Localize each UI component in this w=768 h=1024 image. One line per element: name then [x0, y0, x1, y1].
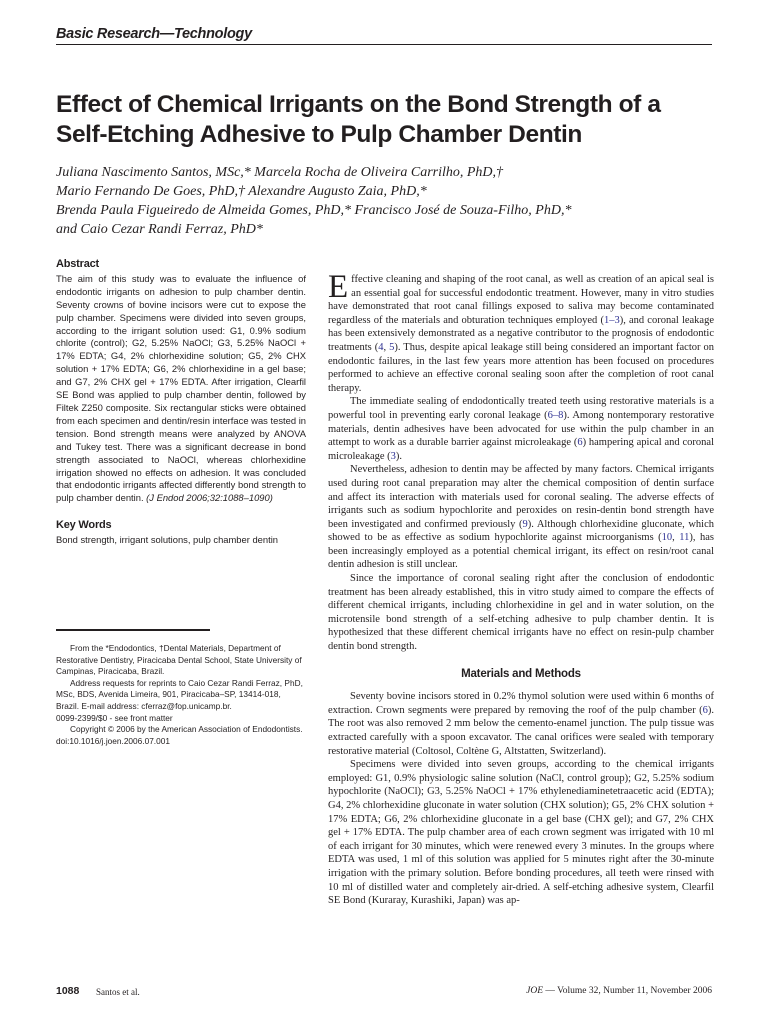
methods-paragraph-1 [328, 690, 714, 758]
keywords-body: Bond strength, irrigant solutions, pulp chamber dentin [56, 534, 279, 546]
intro-paragraph-2 [328, 395, 714, 463]
running-author: Santos et al. [96, 987, 140, 997]
article-title [56, 90, 716, 150]
abstract-heading: Abstract [56, 258, 100, 270]
section-header: Basic Research—Technology [56, 26, 252, 42]
reference-link[interactable]: 4 [378, 341, 384, 353]
intro-paragraph-3 [328, 463, 714, 572]
reference-link[interactable]: 10 [661, 532, 673, 544]
intro-p1-text-b: ), and coronal leakage has been extensively demonstrated as a negative contributor to the prognosis of endodontic treatments ( [328, 314, 715, 353]
reference-link[interactable]: 1–3 [603, 314, 620, 326]
intro-p3-separator: , [672, 532, 680, 544]
intro-p3-text-a: Nevertheless, adhesion to dentin may be affected by many factors. Chemical irrigants used during root canal preparation may alter the chemical composition of dentin surface and affect its interaction with materials used for coronal sealing. The adverse effects of irrigants such as sodium hypochlorite and peroxides on resin-dentin bond strength have been investigated and confirmed previously ( [328, 464, 714, 530]
drop-cap: E [328, 269, 349, 305]
journal-name: JOE [526, 986, 544, 996]
intro-p1-text-c: ). Thus, despite apical leakage still being considered an important factor on endodontic failures, in the last few years more attention has been focused on procedures performed to achieve an effective coronal sealing soon after the completion of root canal therapy. [328, 341, 714, 394]
author-line-3: Brenda Paula Figueiredo de Almeida Gomes, PhD,* Francisco José de Souza-Filho, PhD,* [56, 203, 572, 218]
intro-p2-text-a: The immediate sealing of endodontically treated teeth using restorative materials is a powerful tool in preventing early coronal leakage ( [328, 396, 714, 421]
reference-link[interactable]: 11 [679, 532, 690, 544]
abstract-body [56, 273, 306, 505]
footnote-rule [56, 629, 210, 631]
reference-link[interactable]: 3 [390, 450, 396, 462]
journal-info [526, 986, 712, 996]
journal-issue: — Volume 32, Number 11, November 2006 [543, 986, 712, 996]
methods-p1-text-a: Seventy bovine incisors stored in 0.2% thymol solution were used within 6 months of extraction. Crown segments were prepared by removing the roof of the pulp chamber ( [328, 691, 714, 716]
page-number: 1088 [56, 985, 80, 997]
header-rule [56, 44, 712, 45]
intro-p2-text-c: ) hampering apical and coronal microleakage ( [328, 437, 714, 462]
reference-link[interactable]: 6–8 [547, 409, 564, 421]
footnotes [56, 643, 306, 747]
right-column [328, 269, 715, 908]
intro-p3-text-b: ). Although chlorhexidine gluconate, which showed to be as effective as sodium hypochlorite against microorganisms ( [328, 518, 714, 544]
methods-heading: Materials and Methods [461, 667, 581, 680]
methods-paragraph-2: Specimens were divided into seven groups, according to the chemical irrigants employed: G1, 0.9% physiologic saline solution (NaCl, control group); G2, 5.25% sodium hypochlorite (NaOCl); G3, 5.25% NaOCl + 17% ethylenediaminetetraacetic acid (EDTA); G4, 2% chlorhexidine gluconate in water solution (CHX solution); G5, 2% CHX solution + 17% EDTA; G6, 2% chlorhexidine gluconate in a gel base (CHX gel); and G7, 2% CHX gel + 17% EDTA. The pulp chamber area of each crown segment was irrigated with 10 ml of each irrigant for 30 minutes, which were renewed every 3 minutes. In the groups where EDTA was used, 1 ml of this solution was applied for 5 minutes right after the 30-minute irrigation with the primary solution. Before bonding procedures, all teeth were rinsed with 10 ml of distilled water and completely air-dried. A self-etching adhesive system, Clearfil SE Bond (Kuraray, Kurashiki, Japan) was ap- [328, 759, 714, 907]
footnote-affiliation: From the *Endodontics, †Dental Materials, Department of Restorative Dentistry, Piracicaba Dental School, State University of Campinas, Piracicaba, Brazil. [56, 643, 302, 677]
reference-link[interactable]: 6 [702, 704, 708, 716]
author-line-4: and Caio Cezar Randi Ferraz, PhD* [56, 222, 263, 237]
intro-p1-text-a: ffective cleaning and shaping of the root canal, as well as creation of an apical seal is an essential goal for successful endodontic treatment. However, many in vitro studies have demonstrated that root canal fillings exposed to saliva may become contaminated regardless of the materials and obturation techniques employed ( [328, 274, 714, 326]
intro-p2-text-b: ). Among nontemporary restorative materials, dentin adhesives have been advocated for use within the pulp chamber in an attempt to work as a durable barrier against microleakage ( [328, 409, 714, 449]
footnote-address: Address requests for reprints to Caio Cezar Randi Ferraz, PhD, MSc, BDS, Avenida Limeira, 901, Piracicaba–SP, 13414-018, Brazil. E-mail address: cferraz@fop.unicamp.br. [56, 677, 303, 711]
reference-link[interactable]: 5 [389, 341, 395, 353]
left-column [56, 258, 306, 547]
intro-p3-text-c: ), has been increasingly employed as a potential chemical irrigant, its effect on resin/root canal dentin adhesion is still unclear. [328, 532, 715, 571]
intro-p2-text-d: ). [395, 450, 403, 462]
footnote-doi: doi:10.1016/j.joen.2006.07.001 [56, 735, 170, 746]
reference-link[interactable]: 6 [577, 437, 583, 449]
title-line-2: Self-Etching Adhesive to Pulp Chamber Dentin [56, 121, 582, 148]
keywords-heading: Key Words [56, 519, 112, 532]
title-line-1: Effect of Chemical Irrigants on the Bond Strength of a [56, 91, 661, 118]
intro-paragraph-4: Since the importance of coronal sealing right after the conclusion of endodontic treatment has been already established, this in vitro study aimed to compare the effects of different chemical irrigants, including chlorhexidine in gel and in water solution, on the microtensile bond strength of a self-etching adhesive to pulp chamber dentin. It is hypothesized that these different chemical irrigants have no effect on resin-pulp chamber dentin bond strength. [328, 573, 714, 653]
author-list [56, 163, 716, 239]
abstract-text: The aim of this study was to evaluate the influence of endodontic irrigants on adhesion to pulp chamber dentin. Seventy crowns of bovine incisors were cut to expose the pulp chamber. Specimens were divided into seven groups, according to the irrigant solution used: G1, 0.9% sodium chlorite (control); G2, 5.25% NaOCl; G3, 5.25% NaOCl + 17% EDTA; G4, 2% chlorhexidine solution; G5, 2% CHX solution + 17% EDTA; G6, 2% chlorhexidine in a gel base; and G7, 2% CHX gel + 17% EDTA. After irrigation, Clearfil SE Bond was applied to pulp chamber dentin, followed by Filtek Z250 composite. Six rectangular sticks were obtained from each specimen and dentin/resin interface was tested in tension. Bond strength means were analyzed by ANOVA and Tukey test. There was a significant decrease in bond strength associated to NaOCl, whereas chlorhexidine irrigation showed no effects on adhesion. It was concluded that endodontic irrigants affected differently bond strength to pulp chamber dentin. [56, 272, 306, 504]
footnote-copyright: Copyright © 2006 by the American Association of Endodontists. [70, 724, 303, 735]
reference-link[interactable]: 9 [522, 518, 528, 530]
intro-paragraph-1 [328, 269, 715, 395]
intro-p1-separator: , [383, 341, 390, 353]
author-line-1: Juliana Nascimento Santos, MSc,* Marcela Rocha de Oliveira Carrilho, PhD,† [56, 165, 504, 180]
author-line-2: Mario Fernando De Goes, PhD,† Alexandre Augusto Zaia, PhD,* [56, 184, 427, 199]
methods-p1-text-b: ). The root was also removed 2 mm below the cemento-enamel junction. The pulp tissue was extracted carefully with a spoon excavator. The canal orifices were sealed with temporary restorative material (Coltosol, Coltène G, Altstatten, Switzerland). [328, 704, 714, 757]
abstract-citation: (J Endod 2006;32:1088–1090) [146, 492, 273, 504]
footnote-issn: 0099-2399/$0 - see front matter [56, 712, 173, 723]
